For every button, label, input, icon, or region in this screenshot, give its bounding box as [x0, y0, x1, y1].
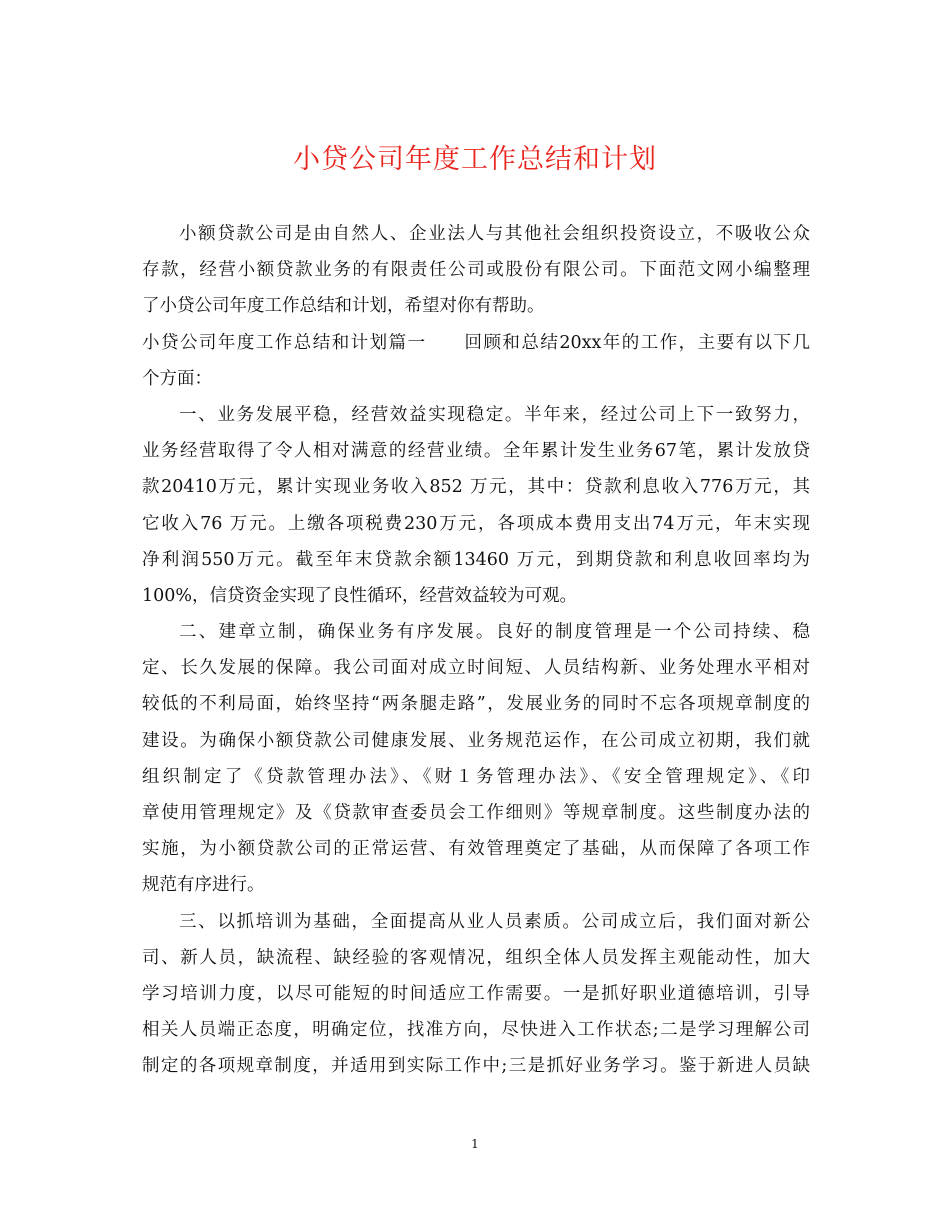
body-line: 章使用管理规定》及《贷款审查委员会工作细则》等规章制度。这些制度办法的 [142, 803, 810, 823]
body-line: 三、以抓培训为基础，全面提高从业人员素质。公司成立后，我们面对新公 [179, 911, 810, 932]
body-line: 100%，信贷资金实现了良性循环，经营效益较为可观。 [142, 585, 578, 606]
body-line: 学习培训力度，以尽可能短的时间适应工作需要。一是抓好职业道德培训，引导 [142, 983, 810, 1004]
body-line: 制定的各项规章制度，并适用到实际工作中;三是抓好业务学习。鉴于新进人员缺 [142, 1056, 810, 1077]
body-line: 了小贷公司年度工作总结和计划，希望对你有帮助。 [142, 296, 545, 317]
document-body [142, 216, 810, 1085]
body-line: 它收入76 万元。上缴各项税费230万元，各项成本费用支出74万元，年末实现 [142, 513, 810, 534]
body-line: 司、新人员，缺流程、缺经验的客观情况，组织全体人员发挥主观能动性，加大 [142, 947, 810, 968]
body-line: 定、长久发展的保障。我公司面对成立时间短、人员结构新、业务处理水平相对 [142, 658, 810, 679]
body-line: 一、业务发展平稳，经营效益实现稳定。半年来，经过公司上下一致努力， [179, 404, 810, 425]
body-line: 净利润550万元。截至年末贷款余额13460 万元，到期贷款和利息收回率均为 [142, 549, 810, 570]
body-line: 款20410万元，累计实现业务收入852 万元，其中：贷款利息收入776万元，其 [142, 477, 810, 498]
body-line: 规范有序进行。 [142, 875, 265, 896]
body-line: 小额贷款公司是由自然人、企业法人与其他社会组织投资设立，不吸收公众 [179, 224, 810, 244]
body-line: 组织制定了《贷款管理办法》、《财１务管理办法》、《安全管理规定》、《印 [142, 766, 810, 787]
body-line: 业务经营取得了令人相对满意的经营业绩。全年累计发生业务67笔，累计发放贷 [142, 441, 810, 462]
body-line: 建设。为确保小额贷款公司健康发展、业务规范运作，在公司成立初期，我们就 [142, 730, 810, 751]
body-line: 相关人员端正态度，明确定位，找准方向，尽快进入工作状态;二是学习理解公司 [142, 1020, 810, 1041]
page-number: 1 [471, 1137, 479, 1151]
body-line: 实施，为小额贷款公司的正常运营、有效管理奠定了基础，从而保障了各项工作 [142, 839, 810, 860]
body-line: 存款，经营小额贷款业务的有限责任公司或股份有限公司。下面范文网小编整理 [142, 260, 810, 281]
body-line: 个方面： [142, 368, 212, 389]
body-line: 较低的不利局面，始终坚持“两条腿走路”，发展业务的同时不忘各项规章制度的 [142, 694, 810, 715]
body-line: 小贷公司年度工作总结和计划篇一 回顾和总结20xx年的工作，主要有以下几 [142, 332, 810, 353]
document-title: 小贷公司年度工作总结和计划 [293, 144, 657, 175]
body-line: 二、建章立制，确保业务有序发展。良好的制度管理是一个公司持续、稳 [179, 622, 810, 643]
